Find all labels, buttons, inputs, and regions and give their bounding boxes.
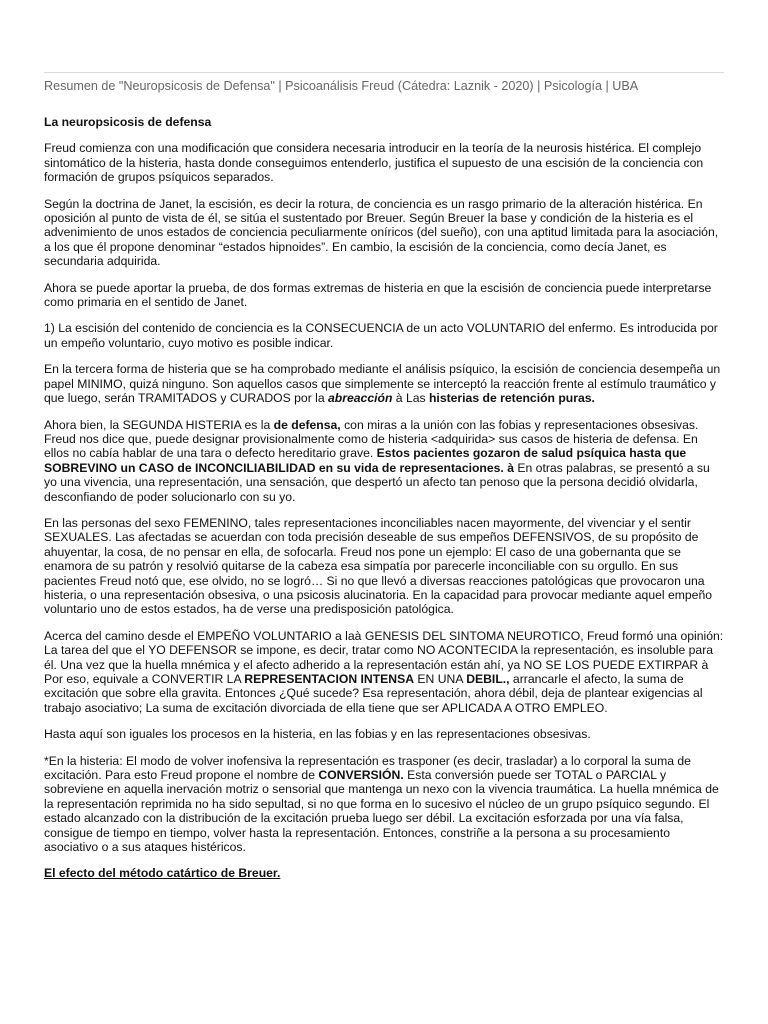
text-run: à Las [392, 391, 429, 406]
bold-term: CONVERSIÓN. [318, 768, 404, 783]
text-run: En la tercera forma de histeria que se ha comprobado mediante el análisis psíquico, la escisión de conciencia desempeña un papel MINIMO, quizá ninguno. Son aquellos casos que simplemente se interceptó la reacción frente al estímulo traumático y que luego, serán TRAMITADOS y CURADOS por la [44, 362, 721, 406]
subtitle-text: El efecto del método catártico de Breuer. [44, 866, 281, 881]
paragraph-9: Hasta aquí son iguales los procesos en la histeria, en las fobias y en las representaciones obsesivas. [44, 727, 591, 742]
text-run: En otras palabras, se presentó a su yo una vivencia, una representación, una sensación, que despertó un afecto tan penoso que la persona decidió olvidarla, desconfiando de poder solucionarlo con su yo. [44, 460, 710, 504]
paragraph-7: En las personas del sexo FEMENINO, tales representaciones inconciliables nacen mayormente, del vivenciar y el sentir SEXUALES. Las afectadas se acuerdan con toda precisión deseable de sus empeños DEFENSIVOS, de su propósito de ahuyentar, la cosa, de no pensar en ella, de sofocarla. Freud nos pone un ejemplo: El caso de una gobernanta que se enamora de su patrón y resolvió quitarse de la cabeza esa simpatía por parecerle inconciliable con su orgullo. En sus pacientes Freud notó que, ese olvido, no se logró… Si no que llevó a diversas reacciones patológicas que provocaron una histeria, o una representación obsesiva, o una psicosis alucinatoria. En la capacidad para provocar mediante aquel empeño voluntario uno de estos estados, ha de verse una predisposición patológica. [44, 515, 713, 617]
paragraph-8 [44, 629, 726, 715]
bold-term: REPRESENTACION INTENSA [244, 672, 415, 686]
paragraph-6 [44, 418, 726, 504]
text-run: EN UNA [414, 672, 467, 686]
paragraph-4: 1) La escisión del contenido de conciencia es la CONSECUENCIA de un acto VOLUNTARIO del enfermo. Es introducida por un empeño voluntario, cuyo motivo es posible indicar. [44, 321, 718, 350]
paragraph-1: Freud comienza con una modificación que considera necesaria introducir en la teoría de la neurosis histérica. El complejo sintomático de la histeria, hasta donde conseguimos entenderlo, justifica el supuesto de una escisión de la conciencia con formación de grupos psíquicos separados. [44, 141, 704, 185]
paragraph-3: Ahora se puede aportar la prueba, de dos formas extremas de histeria en que la escisión de conciencia puede interpretarse como primaria en el sentido de Janet. [44, 280, 712, 310]
bold-term: DEBIL., [466, 672, 510, 686]
text-run: Acerca del camino desde el EMPEÑO VOLUNTARIO a laà GENESIS DEL SINTOMA NEUROTICO, Freud formó una opinión: La tarea del que el YO DEFENSOR se impone, es decir, tratar como NO ACONTECIDA la representación, es insoluble para él. Una vez que la huella mnémica y el afecto adherido a la representación están ahí, ya NO SE LOS PUEDE EXTIRPAR à Por eso, equivale a CONVERTIR LA [44, 628, 724, 686]
text-run: Ahora bien, la SEGUNDA HISTERIA es la [44, 417, 274, 432]
paragraph-2: Según la doctrina de Janet, la escisión, es decir la rotura, de conciencia es un rasgo primario de la alteración histérica. En oposición al punto de vista de él, se sitúa el sustentado por Breuer. Según Breuer la base y condición de la histeria es el advenimiento de unos estados de conciencia peculiarmente oníricos (del sueño), con una aptitud limitada para la asociación, a los que él propone denominar “estados hipnoides”. En cambio, la escisión de la conciencia, como decía Janet, es secundaria adquirida. [44, 196, 719, 269]
paragraph-10 [44, 754, 726, 855]
text-run: arrancarle el afecto, la suma de excitación que sobre ella gravita. Entonces ¿Qué sucede? Esa representación, ahora débil, deja de plantear exigencias al trabajo asociativo; La suma de excitación divorciada de ella tiene que ser APLICADA A OTRO EMPLEO. [44, 672, 703, 715]
breadcrumb: Resumen de "Neuropsicosis de Defensa" | Psicoanálisis Freud (Cátedra: Laznik - 2020) | Psicología | UBA [44, 79, 639, 93]
section-subtitle [44, 866, 726, 880]
bold-term: de defensa, [273, 417, 341, 432]
bold-italic-term: abreacción [328, 391, 393, 406]
section-title: La neuropsicosis de defensa [44, 115, 212, 129]
paragraph-5 [44, 362, 726, 405]
header-divider [44, 72, 724, 73]
text-run: con miras a la unión con las fobias y representaciones obsesivas. Freud nos dice que, puede designar provisionalmente como de histeria <adquirida> sus casos de histeria de defensa. En ellos no cabía hablar de una tara o defecto hereditario grave. [44, 417, 699, 461]
text-run: Esta conversión puede ser TOTAL o PARCIAL y sobreviene en aquella inervación motriz o sensorial que mantenga un nexo con la vivencia traumática. La huella mnémica de la representación reprimida no ha sido sepultad, si no que forma en lo sucesivo el núcleo de un grupo psíquico segundo. El estado alcanzado con la distribución de la excitación prueba luego ser débil. La excitación esforzada por una vía falsa, consigue de tiempo en tiempo, volver hasta la representación. Entonces, constriñe a la persona a su procesamiento asociativo o a sus ataques histéricos. [44, 768, 719, 855]
bold-term: histerias de retención puras. [428, 391, 595, 406]
document-body [44, 115, 726, 893]
text-run: *En la histeria: El modo de volver inofensiva la representación es trasponer (es decir, trasladar) a lo corporal la suma de excitación. Para esto Freud propone el nombre de [44, 753, 691, 783]
bold-sentence: Estos pacientes gozaron de salud psíquica hasta que SOBREVINO un CASO de INCONCILIABILIDAD en su vida de representaciones. à [44, 446, 687, 475]
